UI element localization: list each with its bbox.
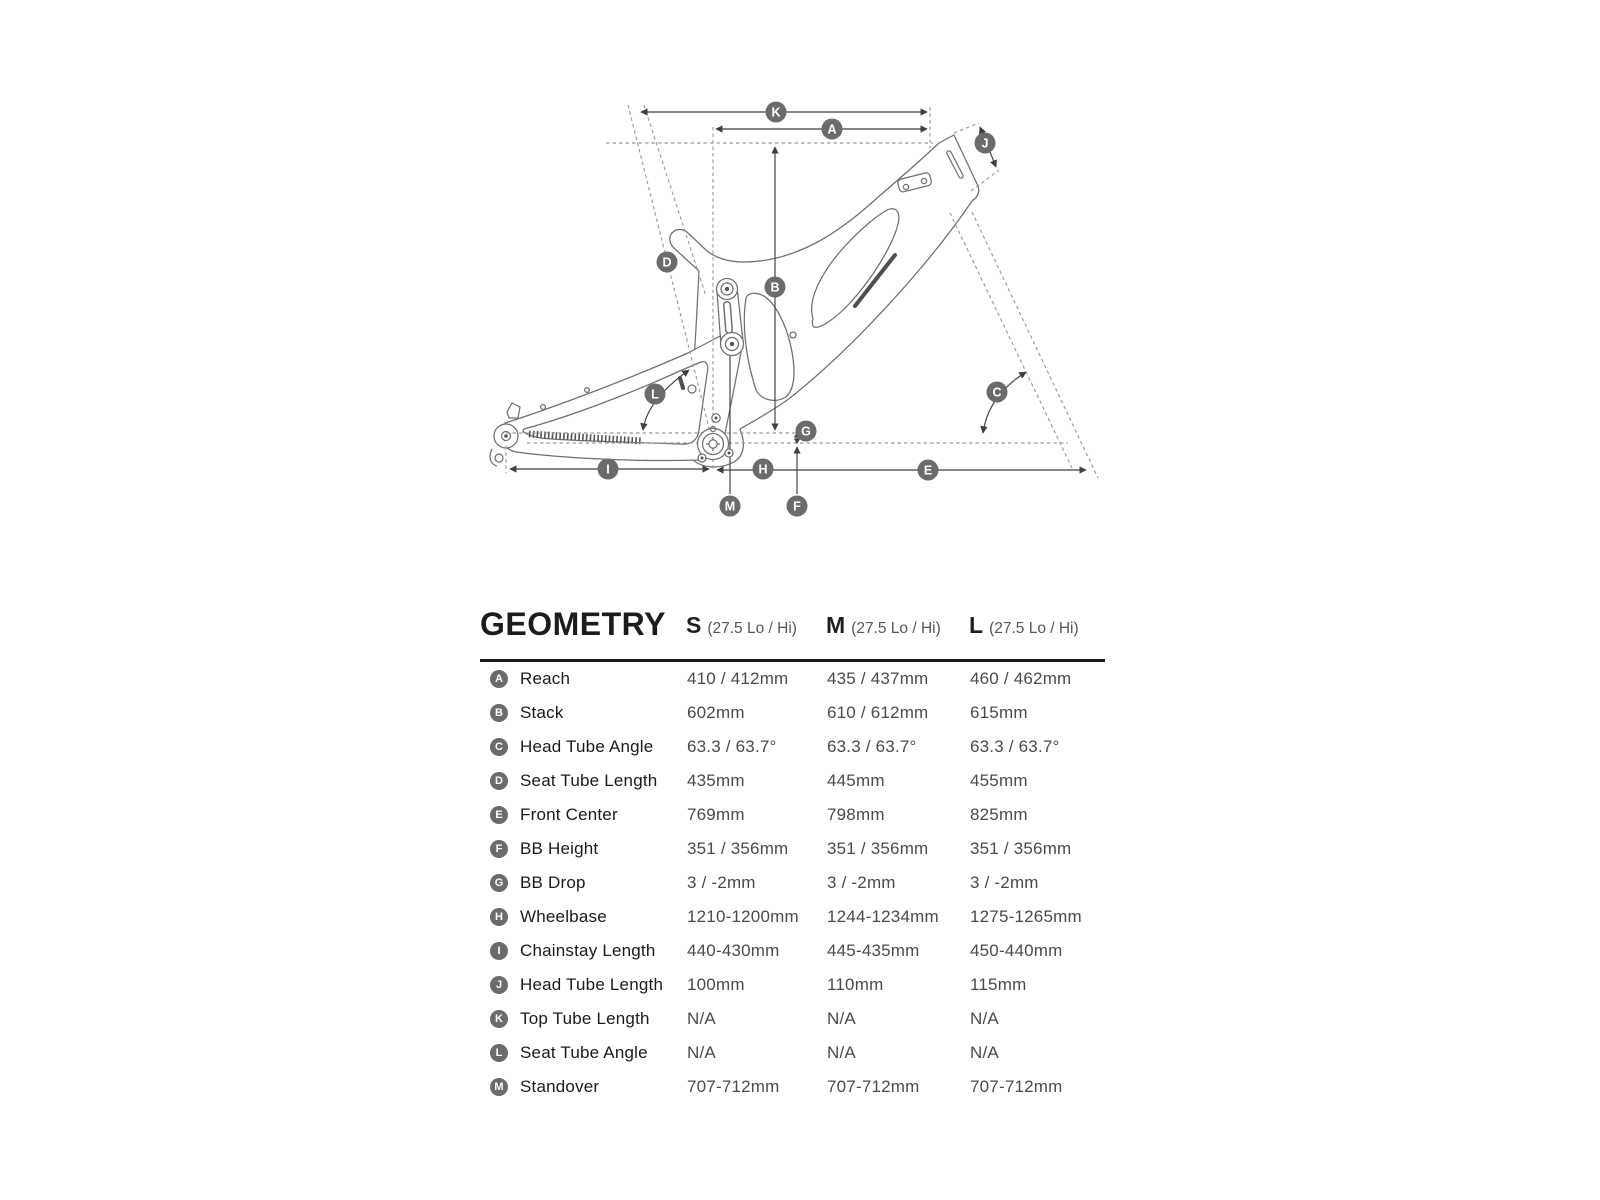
row-letter-badge: L [490, 1044, 508, 1062]
column-header-m [826, 611, 941, 639]
value-size-m: 445-435mm [827, 941, 920, 960]
value-size-l: 455mm [970, 771, 1028, 790]
swingarm-window [523, 362, 708, 445]
callout-letter: E [923, 463, 933, 478]
size-spec: (27.5 Lo / Hi) [989, 620, 1079, 637]
row-letter-badge: C [490, 738, 508, 756]
value-size-m: 63.3 / 63.7° [827, 737, 917, 756]
callout-letter: C [992, 385, 1002, 400]
table-row-J [480, 968, 1140, 1002]
value-size-s: 1210-1200mm [687, 907, 799, 926]
row-letter-badge: E [490, 806, 508, 824]
callout-letter: M [724, 499, 736, 514]
bb-bolt-dot [715, 417, 718, 420]
value-size-m: 110mm [827, 975, 884, 994]
row-letter-badge: H [490, 908, 508, 926]
row-letter-badge: A [490, 670, 508, 688]
callout-letter: J [981, 136, 989, 151]
table-row-L [480, 1036, 1140, 1070]
callout-letter: F [793, 499, 801, 514]
column-header-s [686, 611, 797, 639]
headtube-j-connector-top [954, 123, 979, 133]
callout-letter: B [770, 280, 780, 295]
row-label: Reach [520, 669, 571, 688]
value-size-l: 115mm [970, 975, 1027, 994]
value-size-m: N/A [827, 1009, 856, 1028]
value-size-s: N/A [687, 1009, 716, 1028]
value-size-l: 63.3 / 63.7° [970, 737, 1060, 756]
guard-bolt-dot [728, 452, 731, 455]
value-size-l: 3 / -2mm [970, 873, 1039, 892]
value-size-l: 825mm [970, 805, 1028, 824]
value-size-s: N/A [687, 1043, 716, 1062]
table-row-H [480, 900, 1140, 934]
value-size-m: 445mm [827, 771, 885, 790]
rocker-pivot-bottom-dot [730, 342, 734, 346]
size-spec: (27.5 Lo / Hi) [707, 620, 797, 637]
rocker-pivot-top-dot [725, 287, 729, 291]
table-row-K [480, 1002, 1140, 1036]
callout-letter: D [662, 255, 672, 270]
callout-letter: A [827, 122, 837, 137]
row-letter-badge: B [490, 704, 508, 722]
swingarm-bolt [688, 385, 696, 393]
fork-axis-dashed-hi [972, 212, 1098, 478]
column-header-l [969, 611, 1079, 639]
value-size-m: N/A [827, 1043, 856, 1062]
callout-letter: H [758, 462, 768, 477]
row-letter-badge: K [490, 1010, 508, 1028]
value-size-s: 707-712mm [687, 1077, 780, 1096]
row-label: BB Height [520, 839, 599, 858]
row-label: Seat Tube Angle [520, 1043, 648, 1062]
guard-bolt-dot [701, 457, 704, 460]
value-size-l: 707-712mm [970, 1077, 1063, 1096]
table-row-G [480, 866, 1140, 900]
head-angle-arc-C [983, 372, 1026, 433]
value-size-s: 3 / -2mm [687, 873, 756, 892]
value-size-l: N/A [970, 1043, 999, 1062]
value-size-s: 410 / 412mm [687, 669, 789, 688]
size-letter: S [686, 612, 702, 638]
hanger-bolt [495, 454, 503, 462]
callout-letter: K [771, 105, 781, 120]
geometry-diagram [0, 0, 1600, 580]
table-row-B [480, 696, 1140, 730]
value-size-l: 450-440mm [970, 941, 1063, 960]
value-size-l: 1275-1265mm [970, 907, 1082, 926]
value-size-s: 602mm [687, 703, 745, 722]
cable-guide-nub [585, 388, 590, 393]
value-size-s: 435mm [687, 771, 745, 790]
rear-axle-dot [504, 434, 508, 438]
row-letter-badge: F [490, 840, 508, 858]
rocker-slot-inner [727, 305, 729, 330]
row-label: BB Drop [520, 873, 586, 892]
row-label: Front Center [520, 805, 618, 824]
value-size-m: 3 / -2mm [827, 873, 896, 892]
table-row-E [480, 798, 1140, 832]
table-row-A [480, 662, 1140, 696]
row-label: Head Tube Length [520, 975, 664, 994]
row-label: Stack [520, 703, 564, 722]
value-size-s: 351 / 356mm [687, 839, 789, 858]
callout-letter: I [606, 462, 610, 477]
value-size-m: 707-712mm [827, 1077, 920, 1096]
value-size-l: N/A [970, 1009, 999, 1028]
callout-letter: L [651, 387, 659, 402]
value-size-l: 615mm [970, 703, 1028, 722]
row-letter-badge: G [490, 874, 508, 892]
value-size-l: 351 / 356mm [970, 839, 1072, 858]
table-row-D [480, 764, 1140, 798]
row-label: Standover [520, 1077, 600, 1096]
row-letter-badge: I [490, 942, 508, 960]
fork-axis-dashed-lo [950, 213, 1072, 468]
row-letter-badge: D [490, 772, 508, 790]
value-size-s: 440-430mm [687, 941, 780, 960]
brake-mount-tab [507, 403, 520, 418]
row-letter-badge: M [490, 1078, 508, 1096]
row-letter-badge: J [490, 976, 508, 994]
row-label: Chainstay Length [520, 941, 656, 960]
value-size-m: 351 / 356mm [827, 839, 929, 858]
value-size-m: 798mm [827, 805, 885, 824]
table-row-F [480, 832, 1140, 866]
size-letter: M [826, 612, 846, 638]
table-row-M [480, 1070, 1140, 1104]
table-row-I [480, 934, 1140, 968]
table-row-C [480, 730, 1140, 764]
value-size-l: 460 / 462mm [970, 669, 1072, 688]
row-label: Seat Tube Length [520, 771, 658, 790]
value-size-m: 435 / 437mm [827, 669, 929, 688]
cable-guide-nub [541, 405, 546, 410]
value-size-s: 769mm [687, 805, 745, 824]
value-size-m: 610 / 612mm [827, 703, 929, 722]
size-letter: L [969, 612, 984, 638]
geometry-table [480, 662, 1140, 1104]
value-size-s: 100mm [687, 975, 745, 994]
row-label: Head Tube Angle [520, 737, 654, 756]
geometry-table-title: GEOMETRY [480, 606, 666, 642]
size-spec: (27.5 Lo / Hi) [851, 620, 941, 637]
row-label: Top Tube Length [520, 1009, 650, 1028]
callout-letter: G [801, 424, 811, 439]
value-size-s: 63.3 / 63.7° [687, 737, 777, 756]
row-label: Wheelbase [520, 907, 607, 926]
value-size-m: 1244-1234mm [827, 907, 939, 926]
